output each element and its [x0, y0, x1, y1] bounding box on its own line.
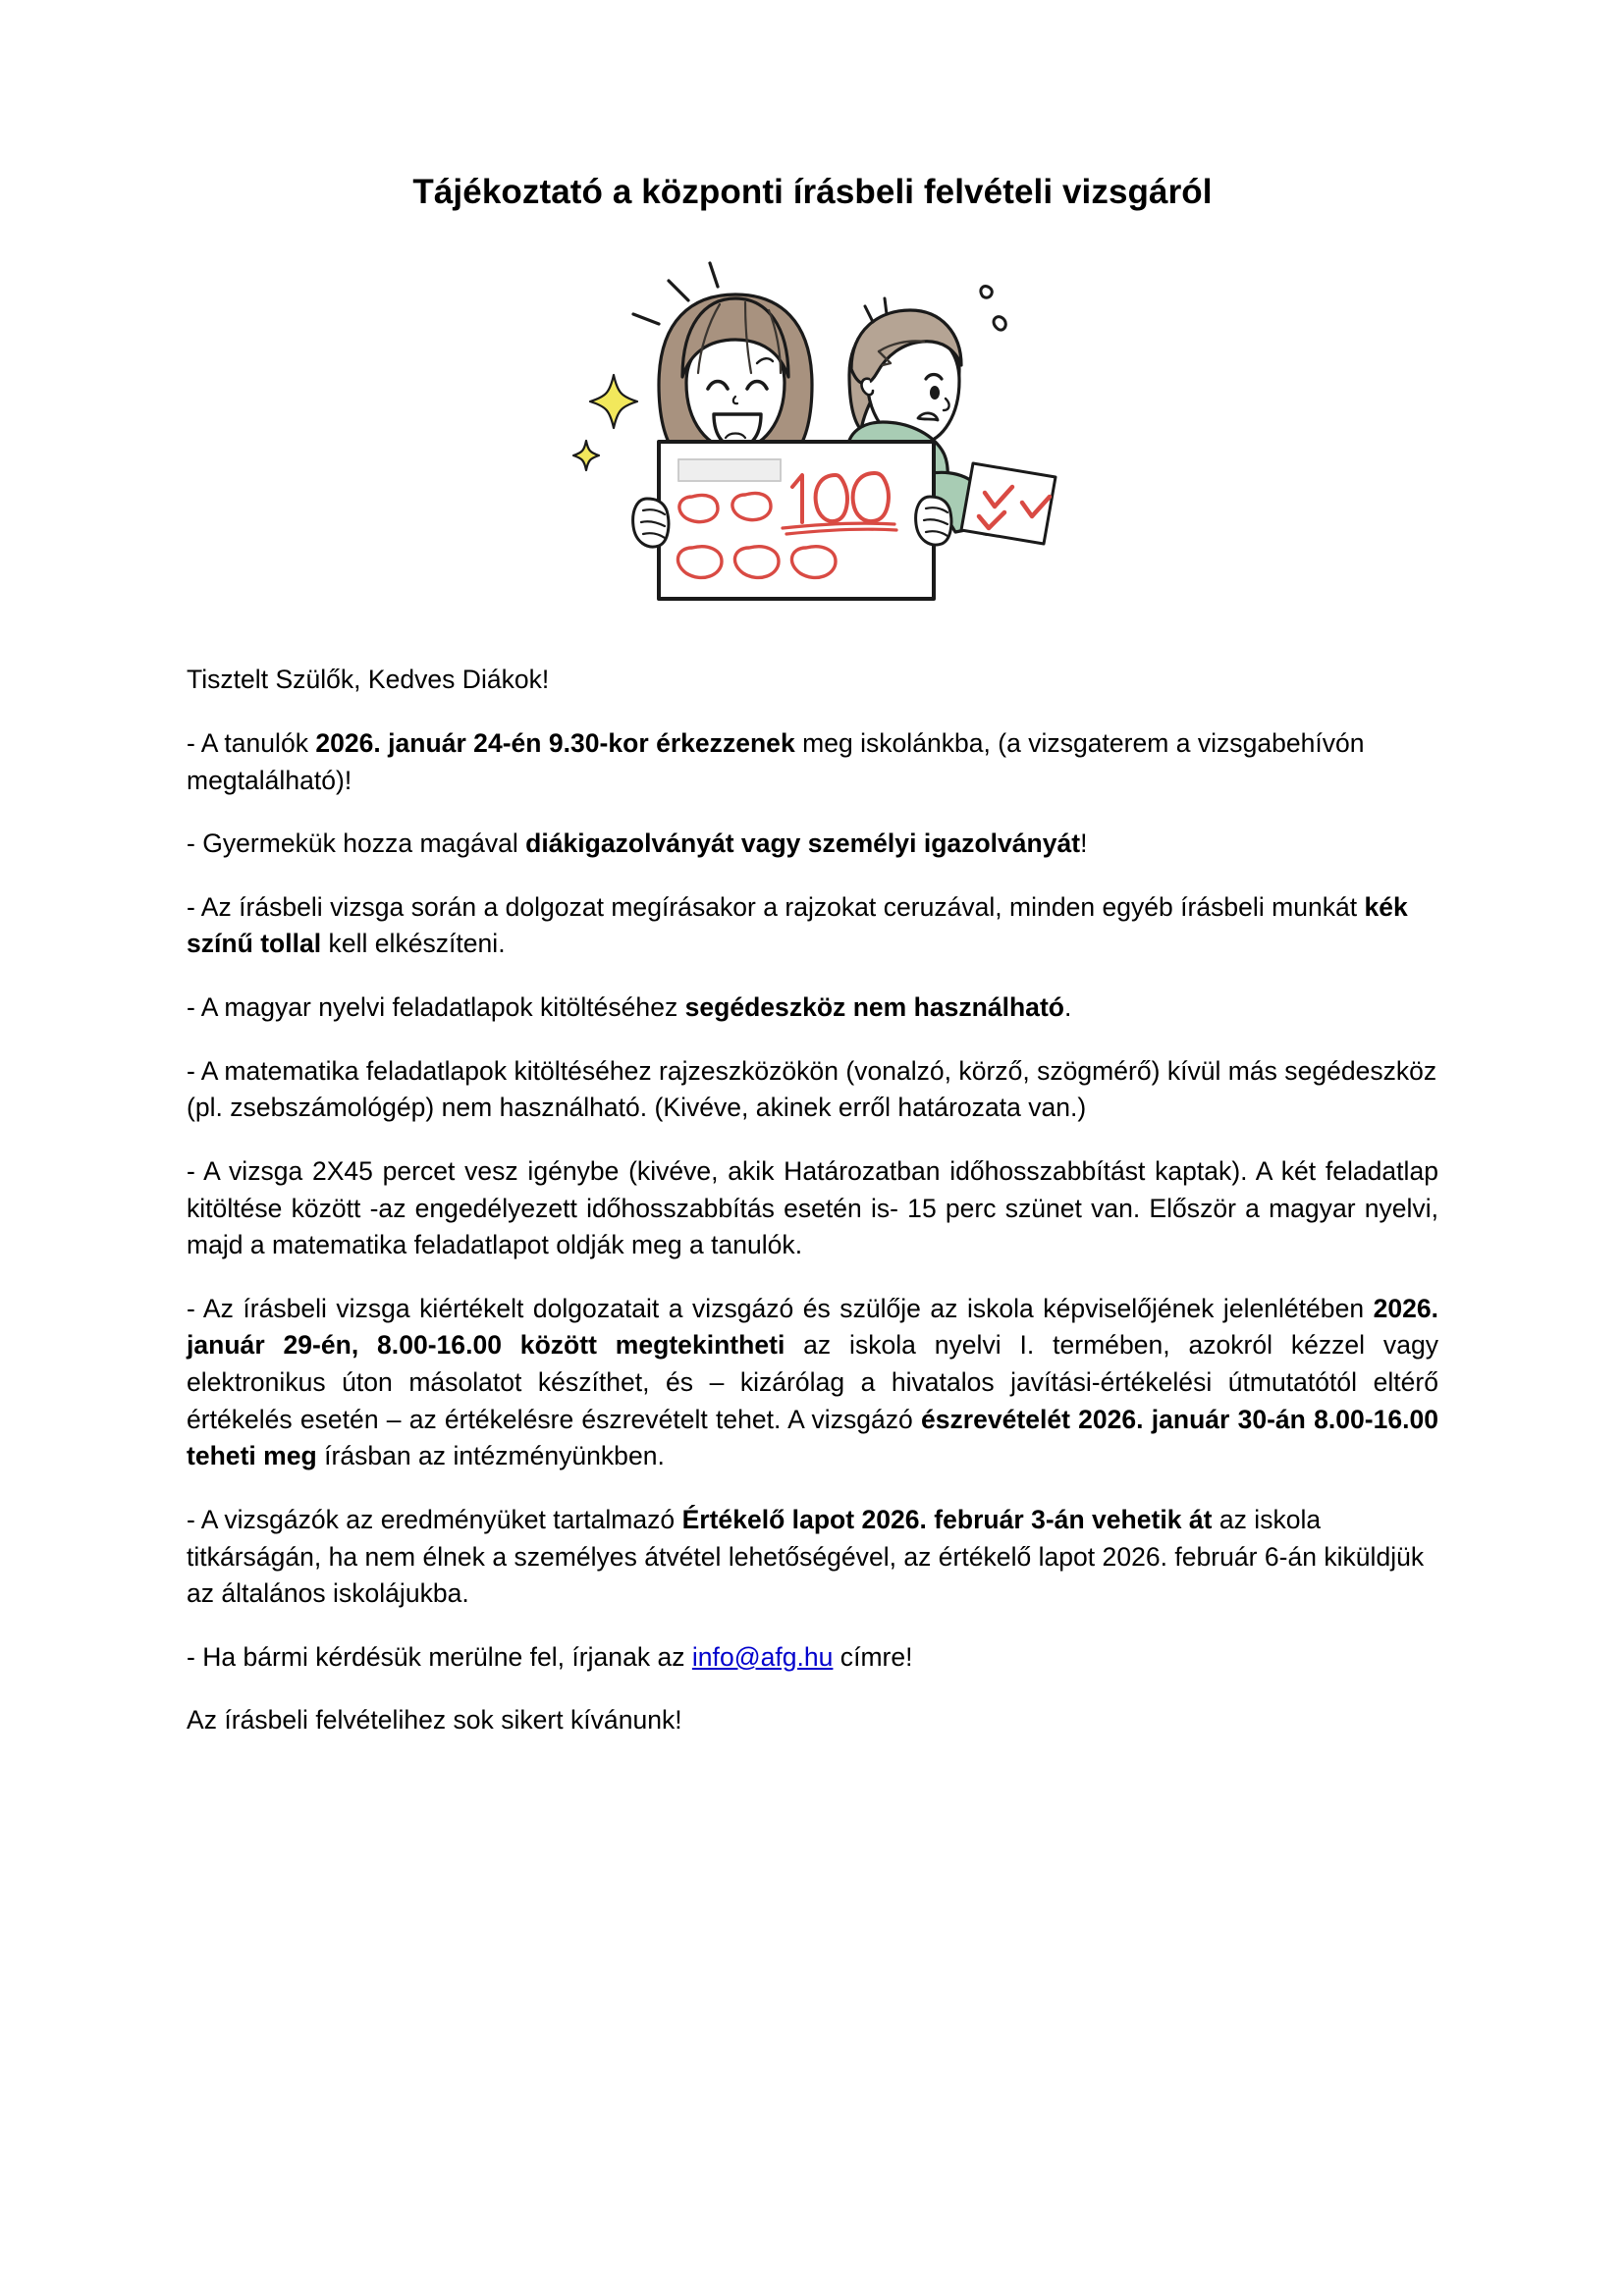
run-text: - A vizsgázók az eredményüket tartalmazó	[187, 1504, 682, 1534]
run-text-bold: diákigazolványát vagy személyi igazolványát	[525, 828, 1081, 859]
run-text: - Gyermekük hozza magával	[187, 828, 526, 859]
closing-line: Az írásbeli felvételihez sok sikert kívánunk!	[187, 1705, 682, 1735]
boy-test-paper	[961, 463, 1056, 544]
run-text-bold: Értékelő lapot 2026. február 3-án vehetik át	[681, 1504, 1213, 1534]
run-text: írásban az intézményünkben.	[316, 1441, 665, 1471]
letter-body	[187, 662, 1438, 1739]
run-text: - Az írásbeli vizsga során a dolgozat megírásakor a rajzokat ceruzával, minden egyéb írásbeli munkát	[187, 891, 1365, 922]
shock-mark	[980, 287, 1004, 331]
run-text-bold: észrevételét 2026. január 30-án 8.00-16.00 teheti meg	[187, 1404, 1438, 1471]
run-text: - Ha bármi kérdésük merülne fel, írjanak az	[187, 1641, 692, 1672]
run-text: - Az írásbeli vizsga kiértékelt dolgozatait a vizsgázó és szülője az iskola képviselőjének jelenlétében	[187, 1293, 1374, 1323]
run-text: az iskola titkárságán, ha nem élnek a személyes átvétel lehetőségével, az értékelő lapot 2026. február 6-án kiküldjük az általános iskolájukba.	[187, 1504, 1425, 1609]
excitement-line	[669, 281, 688, 300]
illustration-container	[187, 249, 1438, 613]
run-text: - A tanulók	[187, 727, 316, 758]
run-text-bold: 2026. január 24-én 9.30-kor érkezzenek	[315, 727, 795, 758]
email-link[interactable]: info@afg.hu	[691, 1641, 834, 1672]
boy-mouth	[918, 413, 938, 420]
paragraph-math-aids	[187, 1053, 1438, 1127]
run-text-bold: 2026. január 29-én, 8.00-16.00 között megtekintheti	[187, 1293, 1438, 1361]
paragraph-hungarian-aids	[187, 989, 1438, 1027]
sparkle-icon	[573, 375, 637, 470]
run-text: kell elkészíteni.	[321, 929, 506, 959]
run-text: - A matematika feladatlapok kitöltéséhez rajzeszközökön (vonalzó, körző, szögmérő) kívül más segédeszköz (pl. zsebszámológép) nem használható. (Kivéve, akinek erről határozata van.)	[187, 1055, 1437, 1123]
run-text-bold: kék színű tollal	[187, 891, 1408, 959]
shock-line	[885, 298, 887, 314]
paper-name-field	[678, 459, 781, 481]
paragraph-review	[187, 1291, 1438, 1475]
paragraph-pen-rules	[187, 889, 1438, 963]
run-text: címre!	[833, 1641, 913, 1672]
run-text-bold: segédeszköz nem használható	[684, 992, 1064, 1022]
run-text: meg iskolánkba, (a vizsgaterem a vizsgabehívón megtalálható)!	[187, 727, 1365, 795]
run-text: az iskola nyelvi I. termében, azokról kézzel vagy elektronikus úton másolatot készíthet, és – kizárólag a hivatalos javítási-értékelési útmutatótól eltérő értékelés esetén – az értékelésre észrevételt tehet. A vizsgázó	[187, 1330, 1438, 1434]
paragraph-duration	[187, 1153, 1438, 1264]
run-text: - A magyar nyelvi feladatlapok kitöltéséhez	[187, 992, 685, 1022]
run-text: !	[1080, 828, 1088, 859]
greeting-line: Tisztelt Szülők, Kedves Diákok!	[187, 665, 550, 695]
excitement-line	[710, 263, 718, 287]
document-content	[187, 0, 1438, 1739]
shock-line	[865, 306, 873, 322]
boy-eye	[930, 386, 940, 400]
paragraph-arrival	[187, 725, 1438, 799]
excitement-line	[633, 314, 659, 324]
run-text: - A vizsga 2X45 percet vesz igénybe (kivéve, akik Határozatban időhosszabbítást kaptak). A két feladatlap kitöltése között -az engedélyezett időhosszabbítás esetén is- 15 perc szünet van. Először a magyar nyelvi, majd a matematika feladatlapot oldják meg a tanulók.	[187, 1155, 1438, 1260]
students-with-test-papers-illustration	[553, 249, 1073, 613]
paragraph-contact	[187, 1639, 1438, 1677]
page-title: Tájékoztató a központi írásbeli felvételi vizsgáról	[412, 173, 1213, 211]
paragraph-id-card	[187, 826, 1438, 863]
run-text: .	[1064, 992, 1072, 1022]
paragraph-evaluation-sheet	[187, 1502, 1438, 1613]
